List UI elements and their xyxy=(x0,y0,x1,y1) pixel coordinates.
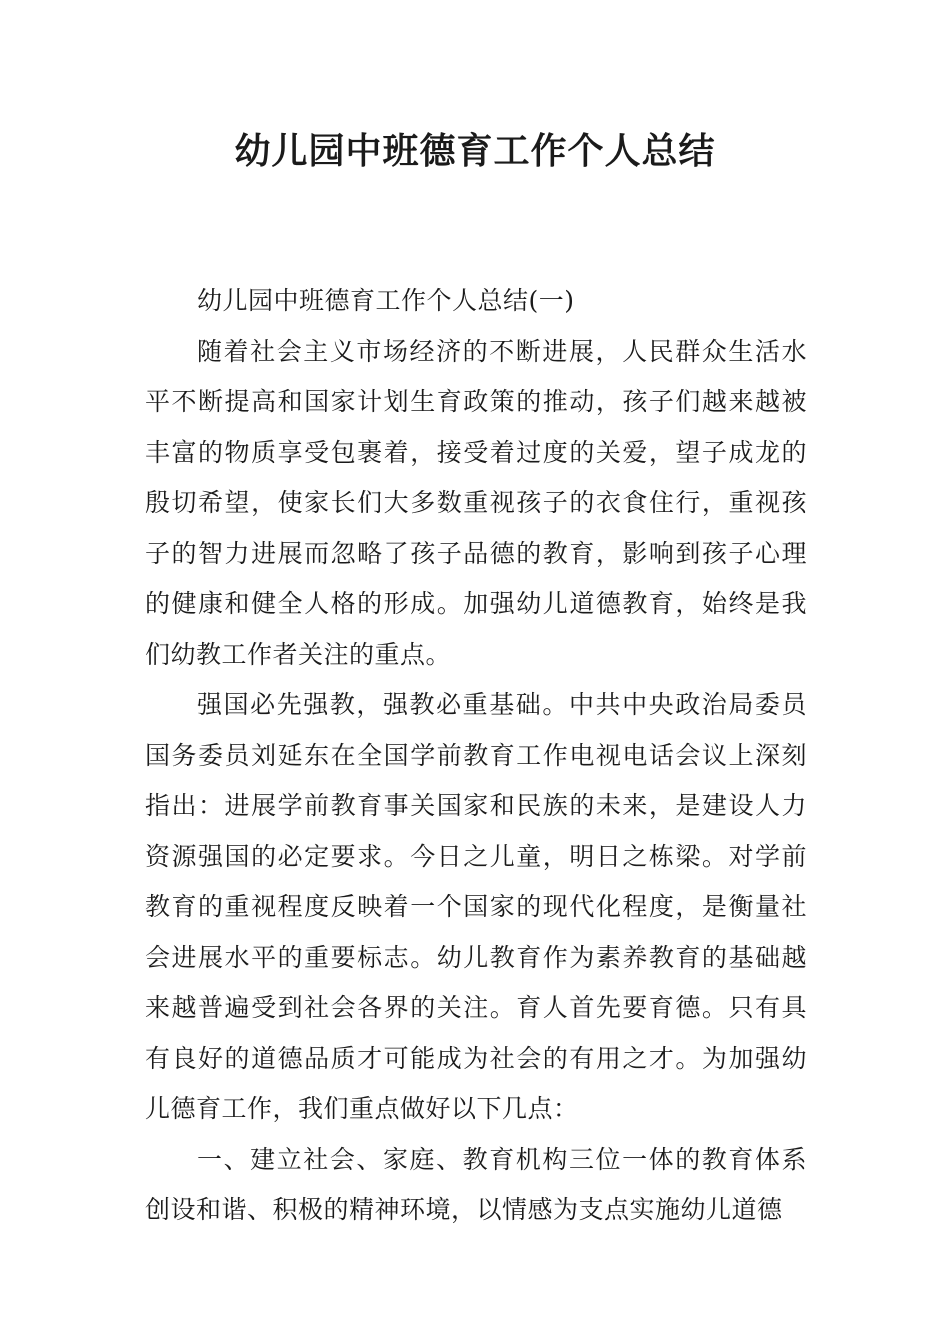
paragraph: 强国必先强教，强教必重基础。中共中央政治局委员国务委员刘延东在全国学前教育工作电视电话会议上深刻指出：进展学前教育事关国家和民族的未来，是建设人力资源强国的必定要求。今日之儿童，明日之栋梁。对学前教育的重视程度反映着一个国家的现代化程度，是衡量社会进展水平的重要标志。幼儿教育作为素养教育的基础越来越普遍受到社会各界的关注。育人首先要育德。只有具有良好的道德品质才可能成为社会的有用之才。为加强幼儿德育工作，我们重点做好以下几点： xyxy=(145,690,807,1123)
document-body xyxy=(145,276,807,1236)
paragraph: 随着社会主义市场经济的不断进展，人民群众生活水平不断提高和国家计划生育政策的推动，孩子们越来越被丰富的物质享受包裹着，接受着过度的关爱，望子成龙的殷切希望，使家长们大多数重视孩子的衣食住行，重视孩子的智力进展而忽略了孩子品德的教育，影响到孩子心理的健康和健全人格的形成。加强幼儿道德教育，始终是我们幼教工作者关注的重点。 xyxy=(145,336,807,669)
document-title: 幼儿园中班德育工作个人总结 xyxy=(234,131,716,172)
section-heading: 幼儿园中班德育工作个人总结(一) xyxy=(197,286,575,315)
paragraph: 一、建立社会、家庭、教育机构三位一体的教育体系创设和谐、积极的精神环境，以情感为支点实施幼儿道德 xyxy=(145,1144,807,1224)
